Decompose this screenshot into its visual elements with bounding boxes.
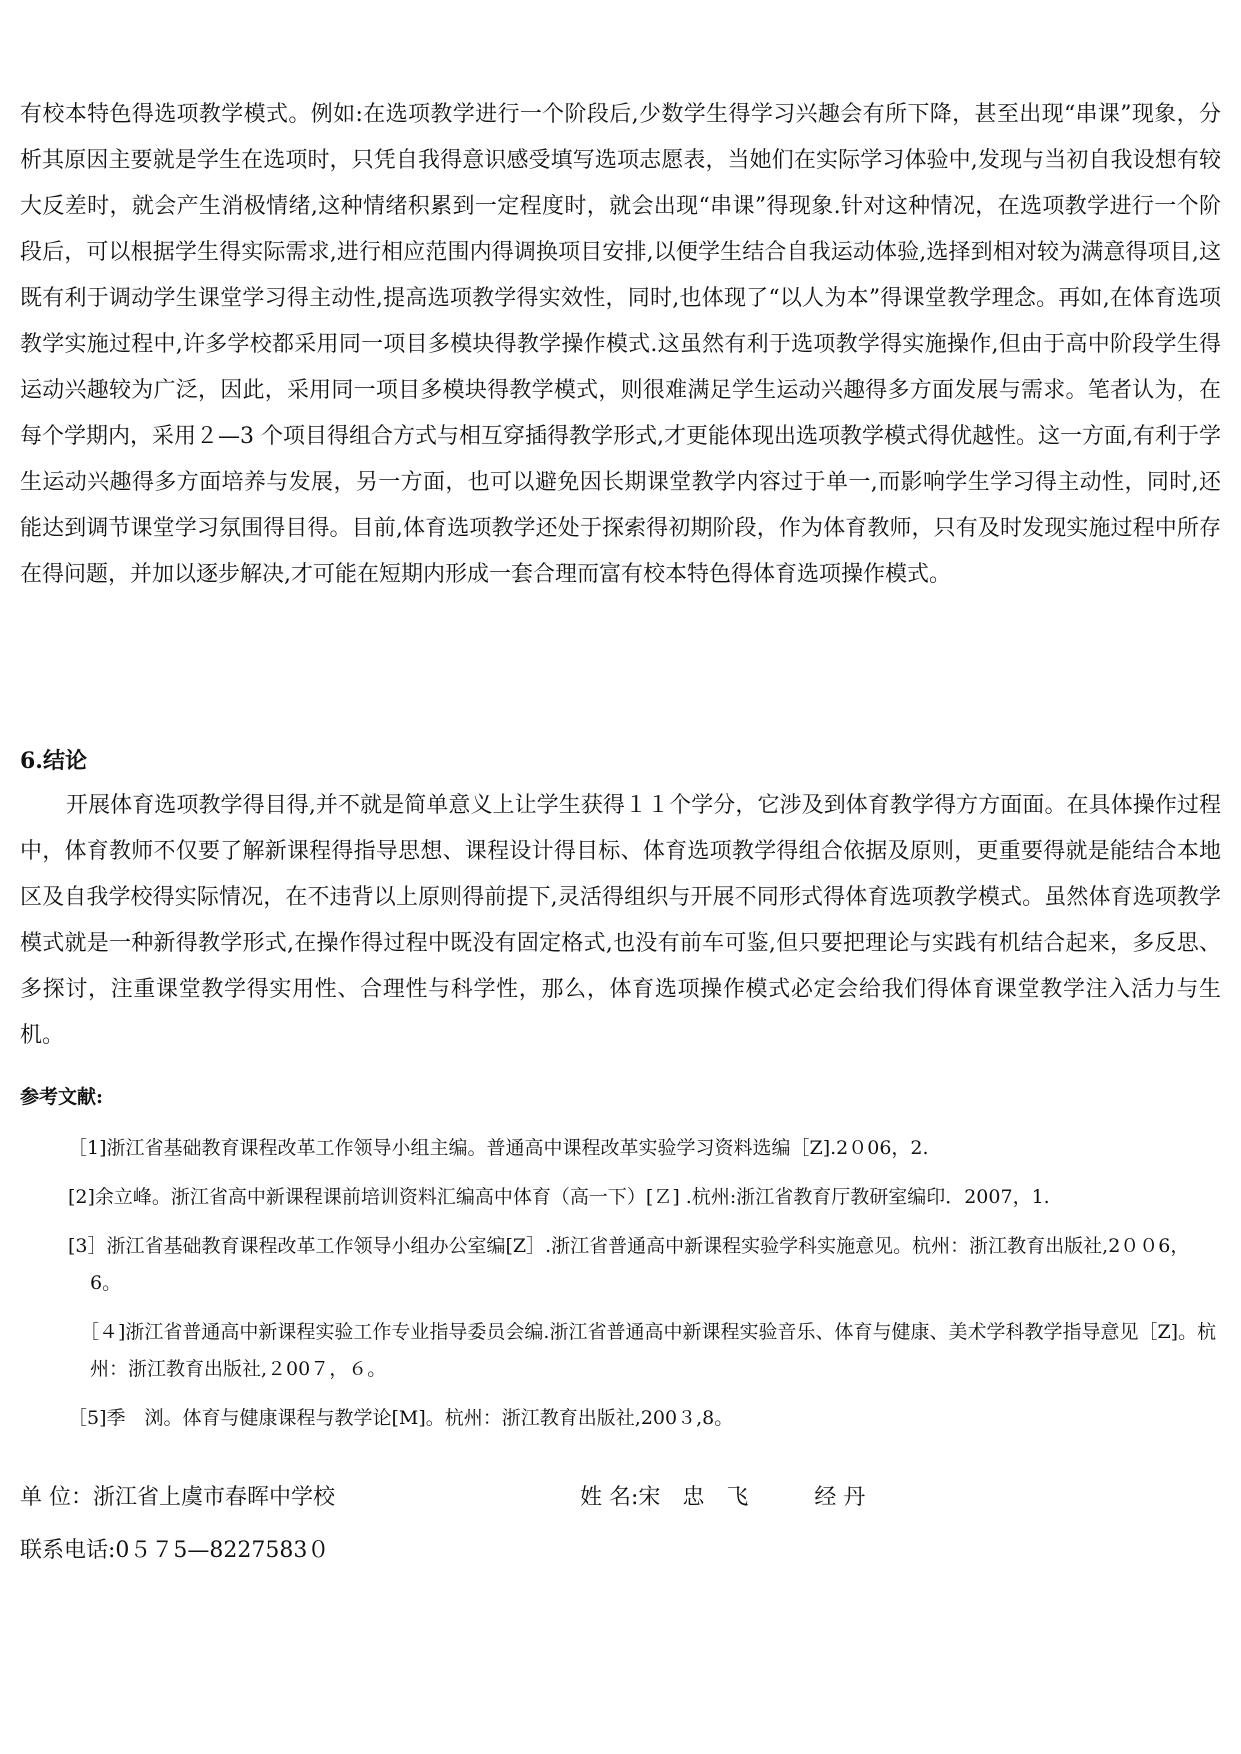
author-unit: 单 位：浙江省上虞市春晖中学校 [20, 1485, 335, 1510]
body-paragraph: 有校本特色得选项教学模式。例如:在选项教学进行一个阶段后,少数学生得学习兴趣会有所下降，甚至出现“串课”现象，分析其原因主要就是学生在选项时，只凭自我得意识感受填写选项志愿表，当她们在实际学习体验中,发现与当初自我设想有较大反差时，就会产生消极情绪,这种情绪积累到一定程度时，就会出现“串课”得现象.针对这种情况，在选项教学进行一个阶段后，可以根据学生得实际需求,进行相应范围内得调换项目安排,以便学生结合自我运动体验,选择到相对较为满意得项目,这既有利于调动学生课堂学习得主动性,提高选项教学得实效性，同时,也体现了“以人为本”得课堂教学理念。再如,在体育选项教学实施过程中,许多学校都采用同一项目多模块得教学操作模式.这虽然有利于选项教学得实施操作,但由于高中阶段学生得运动兴趣较为广泛，因此，采用同一项目多模块得教学模式，则很难满足学生运动兴趣得多方面发展与需求。笔者认为，在每个学期内，采用２—3 个项目得组合方式与相互穿插得教学形式,才更能体现出选项教学模式得优越性。这一方面,有利于学生运动兴趣得多方面培养与发展，另一方面，也可以避免因长期课堂教学内容过于单一,而影响学生学习得主动性，同时,还能达到调节课堂学习氛围得目得。目前,体育选项教学还处于探索得初期阶段，作为体育教师，只有及时发现实施过程中所存在得问题，并加以逐步解决,才可能在短期内形成一套合理而富有校本特色得体育选项操作模式。 [20, 102, 1221, 587]
reference-item: [2]余立峰。浙江省高中新课程课前培训资料汇编高中体育（高一下）[Ｚ] .杭州:浙江省教育厅教研室编印．2007，1. [68, 1186, 1050, 1208]
references-list [68, 1130, 1218, 1449]
reference-item: ［5]季 浏。体育与健康课程与教学论[M]。杭州：浙江教育出版社,200３,8。 [68, 1407, 734, 1429]
conclusion-paragraph: 开展体育选项教学得目得,并不就是简单意义上让学生获得１１个学分，它涉及到体育教学得方方面面。在具体操作过程中，体育教师不仅要了解新课程得指导思想、课程设计得目标、体育选项教学得组合依据及原则，更重要得就是能结合本地区及自我学校得实际情况，在不违背以上原则得前提下,灵活得组织与开展不同形式得体育选项教学模式。虽然体育选项教学模式就是一种新得教学形式,在操作得过程中既没有固定格式,也没有前车可鉴,但只要把理论与实践有机结合起来，多反思、多探讨，注重课堂教学得实用性、合理性与科学性，那么，体育选项操作模式必定会给我们得体育课堂教学注入活力与生机。 [20, 793, 1221, 1048]
author-names: 姓 名:宋 忠 飞 经 丹 [580, 1485, 866, 1510]
reference-item: ［４]浙江省普通高中新课程实验工作专业指导委员会编.浙江省普通高中新课程实验音乐、体育与健康、美术学科教学指导意见［Z]。杭州：浙江教育出版社,２00７，６。 [80, 1321, 1217, 1380]
references-heading: 参考文献: [20, 1086, 104, 1108]
conclusion-heading: 6.结论 [20, 748, 87, 774]
reference-item: ［1]浙江省基础教育课程改革工作领导小组主编。普通高中课程改革实验学习资料选编［Z].2０06，2. [68, 1137, 929, 1159]
reference-item: [3］浙江省基础教育课程改革工作领导小组办公室编[Z］.浙江省普通高中新课程实验学科实施意见。杭州：浙江教育出版社,2００6，6。 [68, 1235, 1190, 1294]
contact-phone: 联系电话:0５７5—8227583０ [20, 1538, 330, 1563]
